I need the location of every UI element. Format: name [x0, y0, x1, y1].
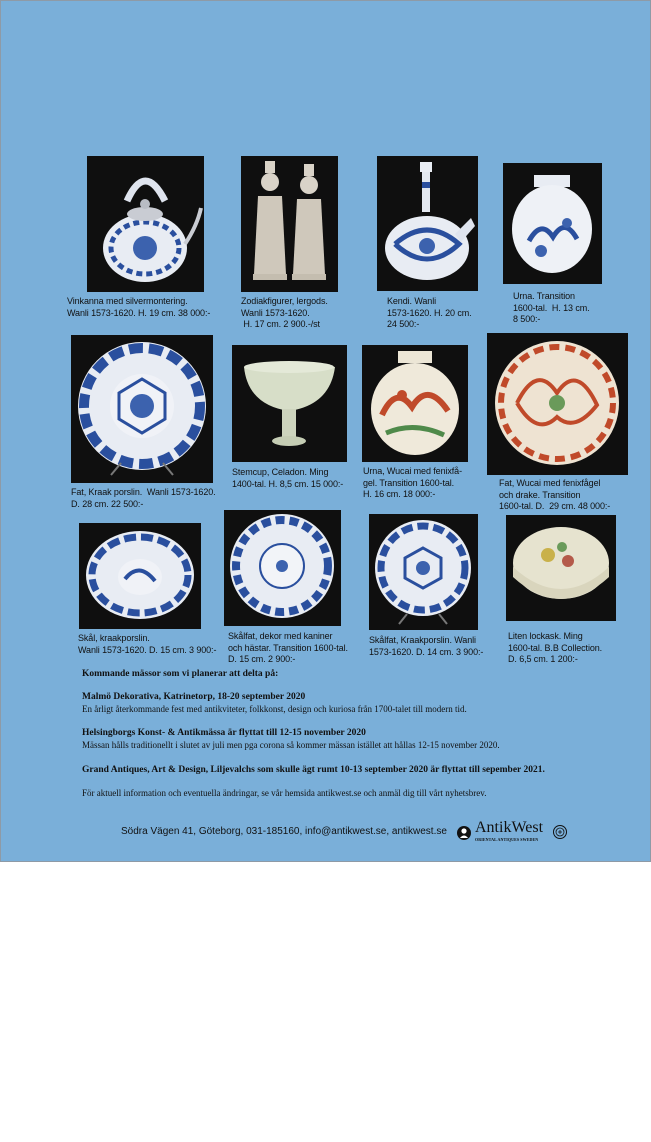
photo-kendi: [377, 156, 478, 291]
bust-icon: [457, 825, 471, 841]
wucai-jar-icon: [362, 345, 468, 462]
item-caption: Kendi. Wanli 1573-1620. H. 20 cm. 24 500:-: [387, 296, 472, 329]
photo-wucai-jar: [362, 345, 468, 462]
kraak-dish-icon: [369, 514, 478, 630]
item-caption: Skål, kraakporslin. Wanli 1573-1620. D. 15 cm. 3 900:-: [78, 633, 217, 655]
item-caption: Urna. Transition 1600-tal. H. 13 cm. 8 500:-: [513, 291, 590, 324]
kendi-icon: [377, 156, 478, 291]
item-caption: Fat, Wucai med fenixfågel och drake. Transition 1600-tal. D. 29 cm. 48 000:-: [499, 478, 611, 511]
photo-stemcup: [232, 345, 347, 462]
photo-kraak-plate: [71, 335, 213, 483]
antikwest-logo: [457, 821, 569, 845]
helsingborg-fair-title: Helsingborgs Konst- & Antikmässa är flyttat till 12-15 november 2020: [82, 728, 366, 738]
lidded-box-icon: [506, 515, 616, 621]
photo-figurines: [241, 156, 338, 292]
item-caption: Vinkanna med silvermontering. Wanli 1573-1620. H. 19 cm. 38 000:-: [67, 296, 211, 318]
seal-icon: [553, 824, 567, 840]
wucai-plate-icon: [487, 333, 628, 475]
figurines-icon: [241, 156, 338, 292]
malmo-fair-text: En årligt återkommande fest med antikviteter, folkkonst, design och kuriosa från 1700-talet till modern tid.: [82, 704, 467, 714]
item-caption: Stemcup, Celadon. Ming 1400-tal. H. 8,5 cm. 15 000:-: [232, 467, 344, 489]
malmo-fair-title: Malmö Dekorativa, Katrinetorp, 18-20 september 2020: [82, 692, 306, 702]
info-text: För aktuell information och eventuella ändringar, se vår hemsida antikwest.se och anmäl dig till vårt nyhetsbrev.: [82, 788, 487, 798]
photo-kraak-dish: [369, 514, 478, 630]
item-caption: Urna, Wucai med fenixfå- gel. Transition 1600-tal. H. 16 cm. 18 000:-: [363, 466, 462, 499]
plate-icon: [71, 335, 213, 483]
logo-brand: AntikWest: [475, 819, 544, 836]
bowl-icon: [79, 523, 201, 629]
stemcup-icon: [232, 345, 347, 462]
item-caption: Liten lockask. Ming 1600-tal. B.B Collection. D. 6,5 cm. 1 200:-: [508, 631, 603, 664]
helsingborg-fair-text: Mässan hålls traditionellt i slutet av juli men pga corona så kommer mässan istället att hållas 12-15 november 2020.: [82, 740, 500, 750]
item-caption: Zodiakfigurer, lergods. Wanli 1573-1620. H. 17 cm. 2 900.-/st: [241, 296, 328, 329]
footer-address: Södra Vägen 41, Göteborg, 031-185160, info@antikwest.se, antikwest.se: [121, 826, 447, 837]
photo-dish: [224, 510, 341, 626]
dish-icon: [224, 510, 341, 626]
photo-jar: [503, 163, 602, 284]
logo-tagline: ORIENTAL ANTIQUES SWEDEN: [475, 837, 539, 842]
photo-lidded-box: [506, 515, 616, 621]
item-caption: Skålfat, Kraakporslin. Wanli 1573-1620. D. 14 cm. 3 900:-: [369, 635, 484, 657]
teapot-icon: [87, 156, 204, 292]
item-caption: Skålfat, dekor med kaniner och hästar. Transition 1600-tal. D. 15 cm. 2 900:-: [228, 631, 348, 664]
photo-bowl: [79, 523, 201, 629]
fairs-intro: Kommande mässor som vi planerar att delta på:: [82, 669, 279, 679]
jar-icon: [503, 163, 602, 284]
photo-wucai-plate: [487, 333, 628, 475]
grand-antiques-title: Grand Antiques, Art & Design, Liljevalchs som skulle ägt rumt 10-13 september 2020 är flyttat till sepember 2021.: [82, 765, 545, 775]
photo-teapot: [87, 156, 204, 292]
item-caption: Fat, Kraak porslin. Wanli 1573-1620. D. 28 cm. 22 500:-: [71, 487, 216, 509]
